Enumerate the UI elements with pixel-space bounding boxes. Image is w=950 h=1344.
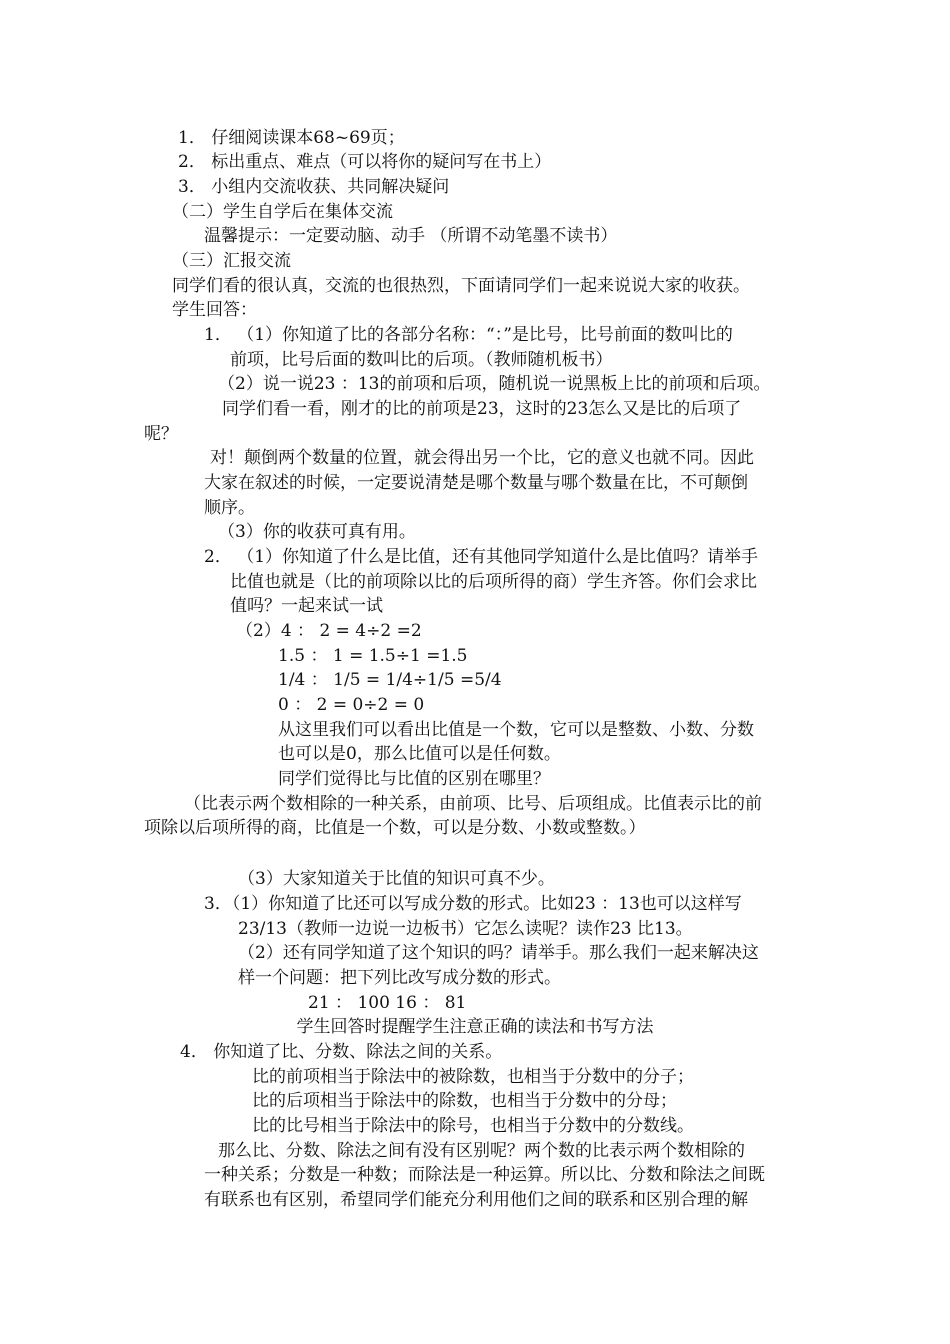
text-line: 学生回答： — [172, 300, 257, 320]
text-line: 值吗？一起来试一试 — [230, 596, 383, 616]
text-line: 同学们觉得比与比值的区别在哪里？ — [278, 769, 550, 789]
math-line: 1.5 ： 1 = 1.5÷1 =1.5 — [278, 646, 468, 666]
text-line: 呢？ — [144, 424, 178, 444]
text-line: 4． 你知道了比、分数、除法之间的关系。 — [180, 1042, 503, 1062]
text-line: 1． （1）你知道了比的各部分名称：“：”是比号，比号前面的数叫比的 — [204, 325, 733, 345]
text-line: 2． 标出重点、难点（可以将你的疑问写在书上） — [178, 152, 552, 172]
math-line: 21 ： 100 16 ： 81 — [308, 993, 467, 1013]
text-line: （2）说一说23 ：13的前项和后项，随机说一说黑板上比的前项和后项。 — [218, 374, 771, 394]
text-line: 同学们看一看，刚才的比的前项是23，这时的23怎么又是比的后项了 — [222, 399, 742, 419]
text-line: 也可以是0，那么比值可以是任何数。 — [278, 744, 561, 764]
text-line: 样一个问题：把下列比改写成分数的形式。 — [238, 968, 561, 988]
text-line: 那么比、分数、除法之间有没有区别呢？两个数的比表示两个数相除的 — [218, 1141, 745, 1161]
math-line: （2）4 ： 2 = 4÷2 =2 — [236, 621, 422, 641]
text-line: 项除以后项所得的商，比值是一个数，可以是分数、小数或整数。） — [144, 818, 646, 838]
text-line: 比的前项相当于除法中的被除数，也相当于分数中的分子； — [252, 1067, 694, 1087]
text-line: 比的比号相当于除法中的除号，也相当于分数中的分数线。 — [252, 1116, 694, 1136]
text-line: 2． （1）你知道了什么是比值，还有其他同学知道什么是比值吗？请举手 — [204, 547, 759, 567]
text-line: （3）你的收获可真有用。 — [218, 522, 416, 542]
text-line: 有联系也有区别，希望同学们能充分利用他们之间的联系和区别合理的解 — [204, 1190, 748, 1210]
text-line: 从这里我们可以看出比值是一个数，它可以是整数、小数、分数 — [278, 720, 754, 740]
text-line: 同学们看的很认真，交流的也很热烈，下面请同学们一起来说说大家的收获。 — [172, 276, 750, 296]
text-line: 温馨提示：一定要动脑、动手 （所谓不动笔墨不读书） — [204, 226, 618, 246]
math-line: 1/4 ： 1/5 = 1/4÷1/5 =5/4 — [278, 670, 502, 690]
text-line: 3． 小组内交流收获、共同解决疑问 — [178, 177, 450, 197]
centered-note: 学生回答时提醒学生注意正确的读法和书写方法 — [296, 1017, 654, 1037]
text-line: 比的后项相当于除法中的除数，也相当于分数中的分母； — [252, 1091, 677, 1111]
text-line: 对！颠倒两个数量的位置，就会得出另一个比，它的意义也就不同。因此 — [210, 448, 754, 468]
text-line: 比值也就是（比的前项除以比的后项所得的商）学生齐答。你们会求比 — [230, 572, 757, 592]
text-line: 大家在叙述的时候，一定要说清楚是哪个数量与哪个数量在比，不可颠倒 — [204, 473, 748, 493]
text-line: 3．（1）你知道了比还可以写成分数的形式。比如23 ：13也可以这样写 — [204, 894, 742, 914]
text-line: 顺序。 — [204, 498, 255, 518]
section-heading: （三）汇报交流 — [172, 251, 291, 271]
math-line: 0 ： 2 = 0÷2 = 0 — [278, 695, 425, 715]
text-line: 一种关系；分数是一种数；而除法是一种运算。所以比、分数和除法之间既 — [204, 1165, 765, 1185]
text-line: （2）还有同学知道了这个知识的吗？请举手。那么我们一起来解决这 — [238, 943, 759, 963]
text-line: （比表示两个数相除的一种关系，由前项、比号、后项组成。比值表示比的前 — [184, 794, 762, 814]
text-line: 前项，比号后面的数叫比的后项。（教师随机板书） — [230, 350, 613, 370]
text-line: （3）大家知道关于比值的知识可真不少。 — [238, 869, 555, 889]
text-line: 1． 仔细阅读课本68~69页； — [178, 128, 405, 148]
section-heading: （二）学生自学后在集体交流 — [172, 202, 393, 222]
text-line: 23/13（教师一边说一边板书）它怎么读呢？读作23 比13。 — [238, 919, 693, 939]
